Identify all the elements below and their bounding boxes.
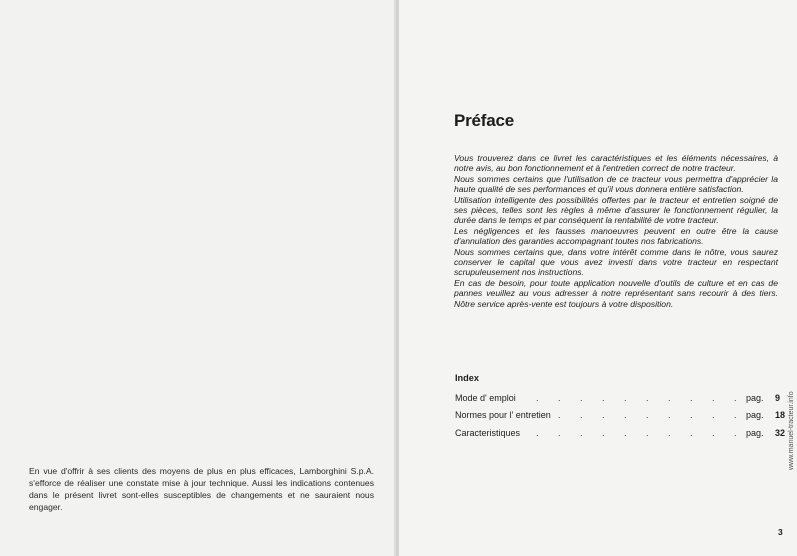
index-leader-dots: . . . . . . . . . .	[535, 393, 745, 403]
index-entry-mode-emploi[interactable]	[455, 393, 781, 407]
left-page	[0, 0, 396, 556]
preface-paragraph: Utilisation intelligente des possibilités offertes par le tracteur et entretien soigné de ses pièces, telles sont les règles à même d'assurer le fonctionnement régulier, la durée dans le temps et par conséquent la rentabilité de votre tracteur.	[454, 194, 778, 226]
index-leader-dots: . . . . . . . . .	[557, 410, 745, 420]
preface-paragraph: Nous sommes certains que l'utilisation de ce tracteur vous permettra d'apprécier la haute qualité de ses performances et qu'il vous donnera entière satisfaction.	[454, 173, 778, 195]
index-entry-label: Caracteristiques	[455, 428, 521, 438]
index-page-number: 32	[775, 428, 786, 438]
site-watermark: www.manuel-tracteur.info	[788, 391, 795, 470]
index-pag-label: pag.	[746, 428, 764, 438]
preface-paragraph: En cas de besoin, pour toute application nouvelle d'outils de culture et en cas de pannes veuillez au vous adresser à notre représentant sans recourir à des tiers. Nôtre service après-vente est toujours à votre disposition.	[454, 277, 778, 309]
preface-title: Préface	[454, 111, 515, 130]
index-title: Index	[455, 373, 479, 383]
index-leader-dots: . . . . . . . . . .	[535, 428, 745, 438]
page-number: 3	[778, 527, 783, 537]
index-entry-caracteristiques[interactable]	[455, 428, 786, 442]
preface-body	[454, 153, 778, 309]
preface-paragraph: Les négligences et les fausses manoeuvres peuvent en outre être la cause d'annulation des garanties accompagnant toutes nos fabrications.	[454, 225, 778, 247]
right-page	[399, 0, 797, 556]
preface-paragraph: Vous trouverez dans ce livret les caractéristiques et les éléments nécessaires, à notre avis, au bon fonctionnement et à l'entretien correct de notre tracteur.	[454, 153, 778, 174]
index-pag-label: pag.	[746, 410, 764, 420]
disclaimer-note: En vue d'offrir à ses clients des moyens de plus en plus efficaces, Lamborghini S.p.A. s'efforce de réaliser une constate mise à jour technique. Aussi les indications contenues dans le présent livret sont-elles susceptibles de changements et ne sauraient nous engager.	[29, 466, 374, 512]
index-page-number: 18	[775, 410, 786, 420]
index-pag-label: pag.	[746, 393, 764, 403]
index-entry-label: Normes pour l' entretien	[455, 410, 551, 420]
index-entry-normes-entretien[interactable]	[455, 410, 786, 424]
index-page-number: 9	[775, 393, 781, 403]
index-entry-label: Mode d' emploi	[455, 393, 516, 403]
preface-paragraph: Nous sommes certains que, dans votre intérêt comme dans le nôtre, vous saurez conserver le capital que vous avez investi dans votre tracteur en respectant scrupuleusement nos instructions.	[454, 246, 778, 278]
